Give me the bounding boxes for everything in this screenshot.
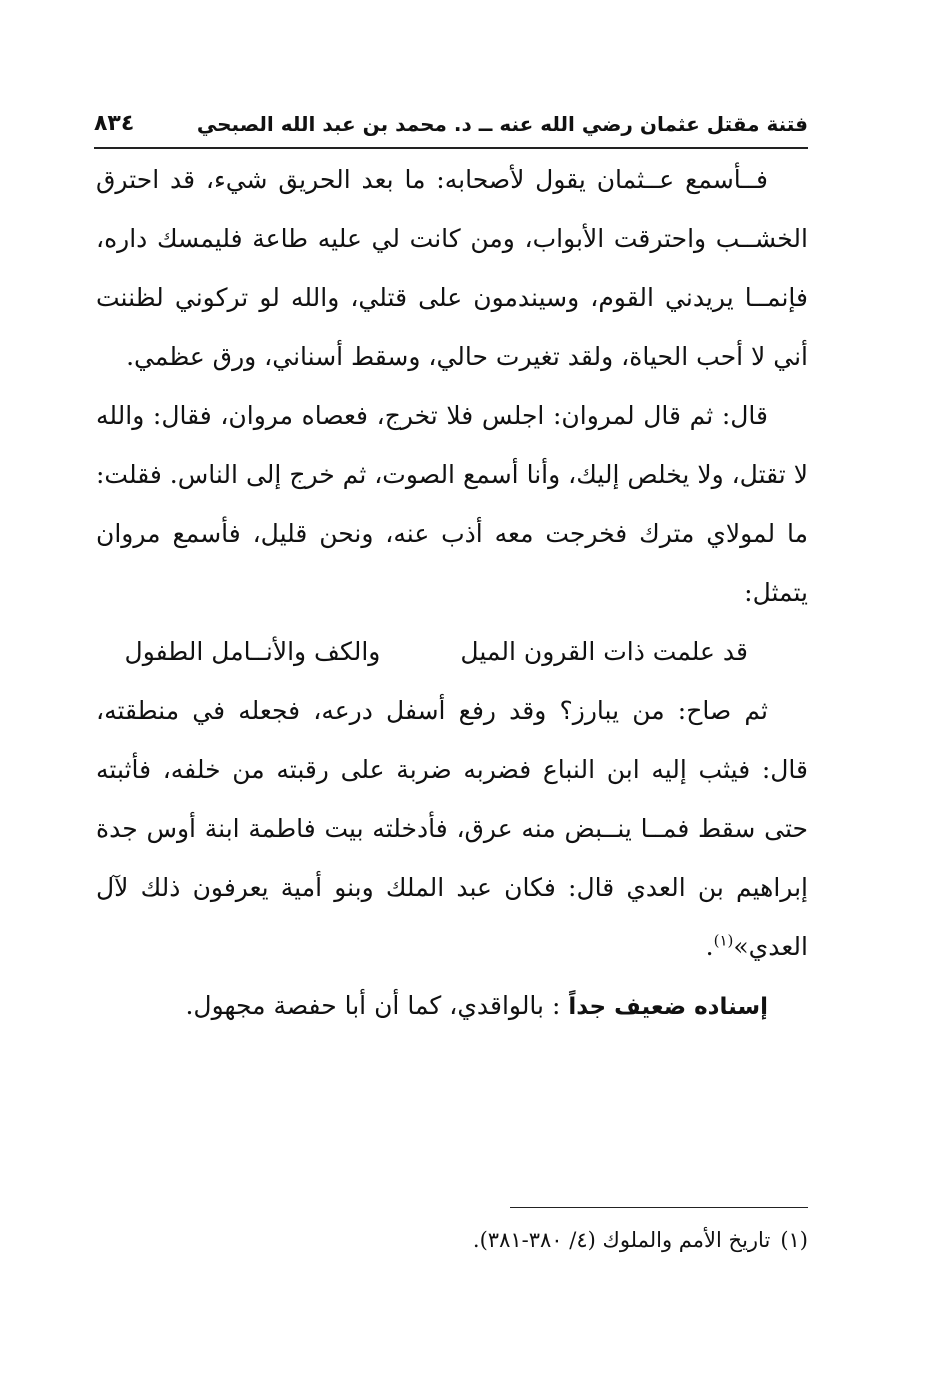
paragraph-2: قال: ثم قال لمروان: اجلس فلا تخرج، فعصاه مروان، فقال: والله لا تقتل، ولا يخلص إليك، وأنا أسمع الصوت، ثم خرج إلى الناس. فقلت: ما لمولاي مترك فخرجت معه أذب عنه، ونحن قليل، فأسمع مروان يتمثل: bbox=[96, 401, 808, 607]
running-header bbox=[94, 108, 808, 146]
footnote-1 bbox=[300, 1222, 808, 1258]
running-title: فتنة مقتل عثمان رضي الله عنه ــ د. محمد بن عبد الله الصبحي bbox=[196, 112, 808, 136]
footnote-reference: (١) bbox=[713, 931, 734, 950]
footnote-text: تاريخ الأمم والملوك (٤/ ٣٨٠-٣٨١). bbox=[472, 1228, 771, 1252]
paragraph-3-end: . bbox=[705, 932, 714, 961]
isnad-text: : بالواقدي، كما أن أبا حفصة مجهول. bbox=[185, 991, 561, 1020]
paragraph-1: فــأسمع عــثمان يقول لأصحابه: ما بعد الحريق شيء، قد احترق الخشــب واحترقت الأبواب، ومن كانت لي عليه طاعة فليمسك داره، فإنمــا يريدني القوم، وسيندمون على قتلي، والله لو تركوني لظننت أني لا أحب الحياة، ولقد تغيرت حالي، وسقط أسناني، ورق عظمي. bbox=[96, 165, 808, 371]
footnote-divider bbox=[510, 1207, 808, 1208]
paragraph-3 bbox=[96, 681, 808, 976]
header-divider bbox=[94, 147, 808, 149]
verse-first-hemistich: قد علمت ذات القرون الميل bbox=[460, 637, 748, 666]
verse-second-hemistich: والكف والأنــامل الطفول bbox=[124, 637, 381, 666]
poetry-verse bbox=[96, 622, 808, 681]
page-number: ٨٣٤ bbox=[94, 111, 135, 136]
isnad-label: إسناده ضعيف جداً bbox=[568, 994, 768, 1020]
isnad-judgement bbox=[96, 976, 808, 1037]
footnote-marker: (١) bbox=[780, 1228, 808, 1252]
paragraph-3-text: ثم صاح: من يبارز؟ وقد رفع أسفل درعه، فجعله في منطقته، قال: فيثب إليه ابن النباع فضربه ضربة على رقبته من خلفه، فأثبته حتى سقط فمــا ينــبض منه عرق، فأدخلته بيت فاطمة ابنة أوس جدة إبراهيم بن العدي قال: فكان عبد الملك وبنو أمية يعرفون ذلك لآل العدي» bbox=[96, 696, 808, 961]
main-text bbox=[96, 150, 808, 1037]
